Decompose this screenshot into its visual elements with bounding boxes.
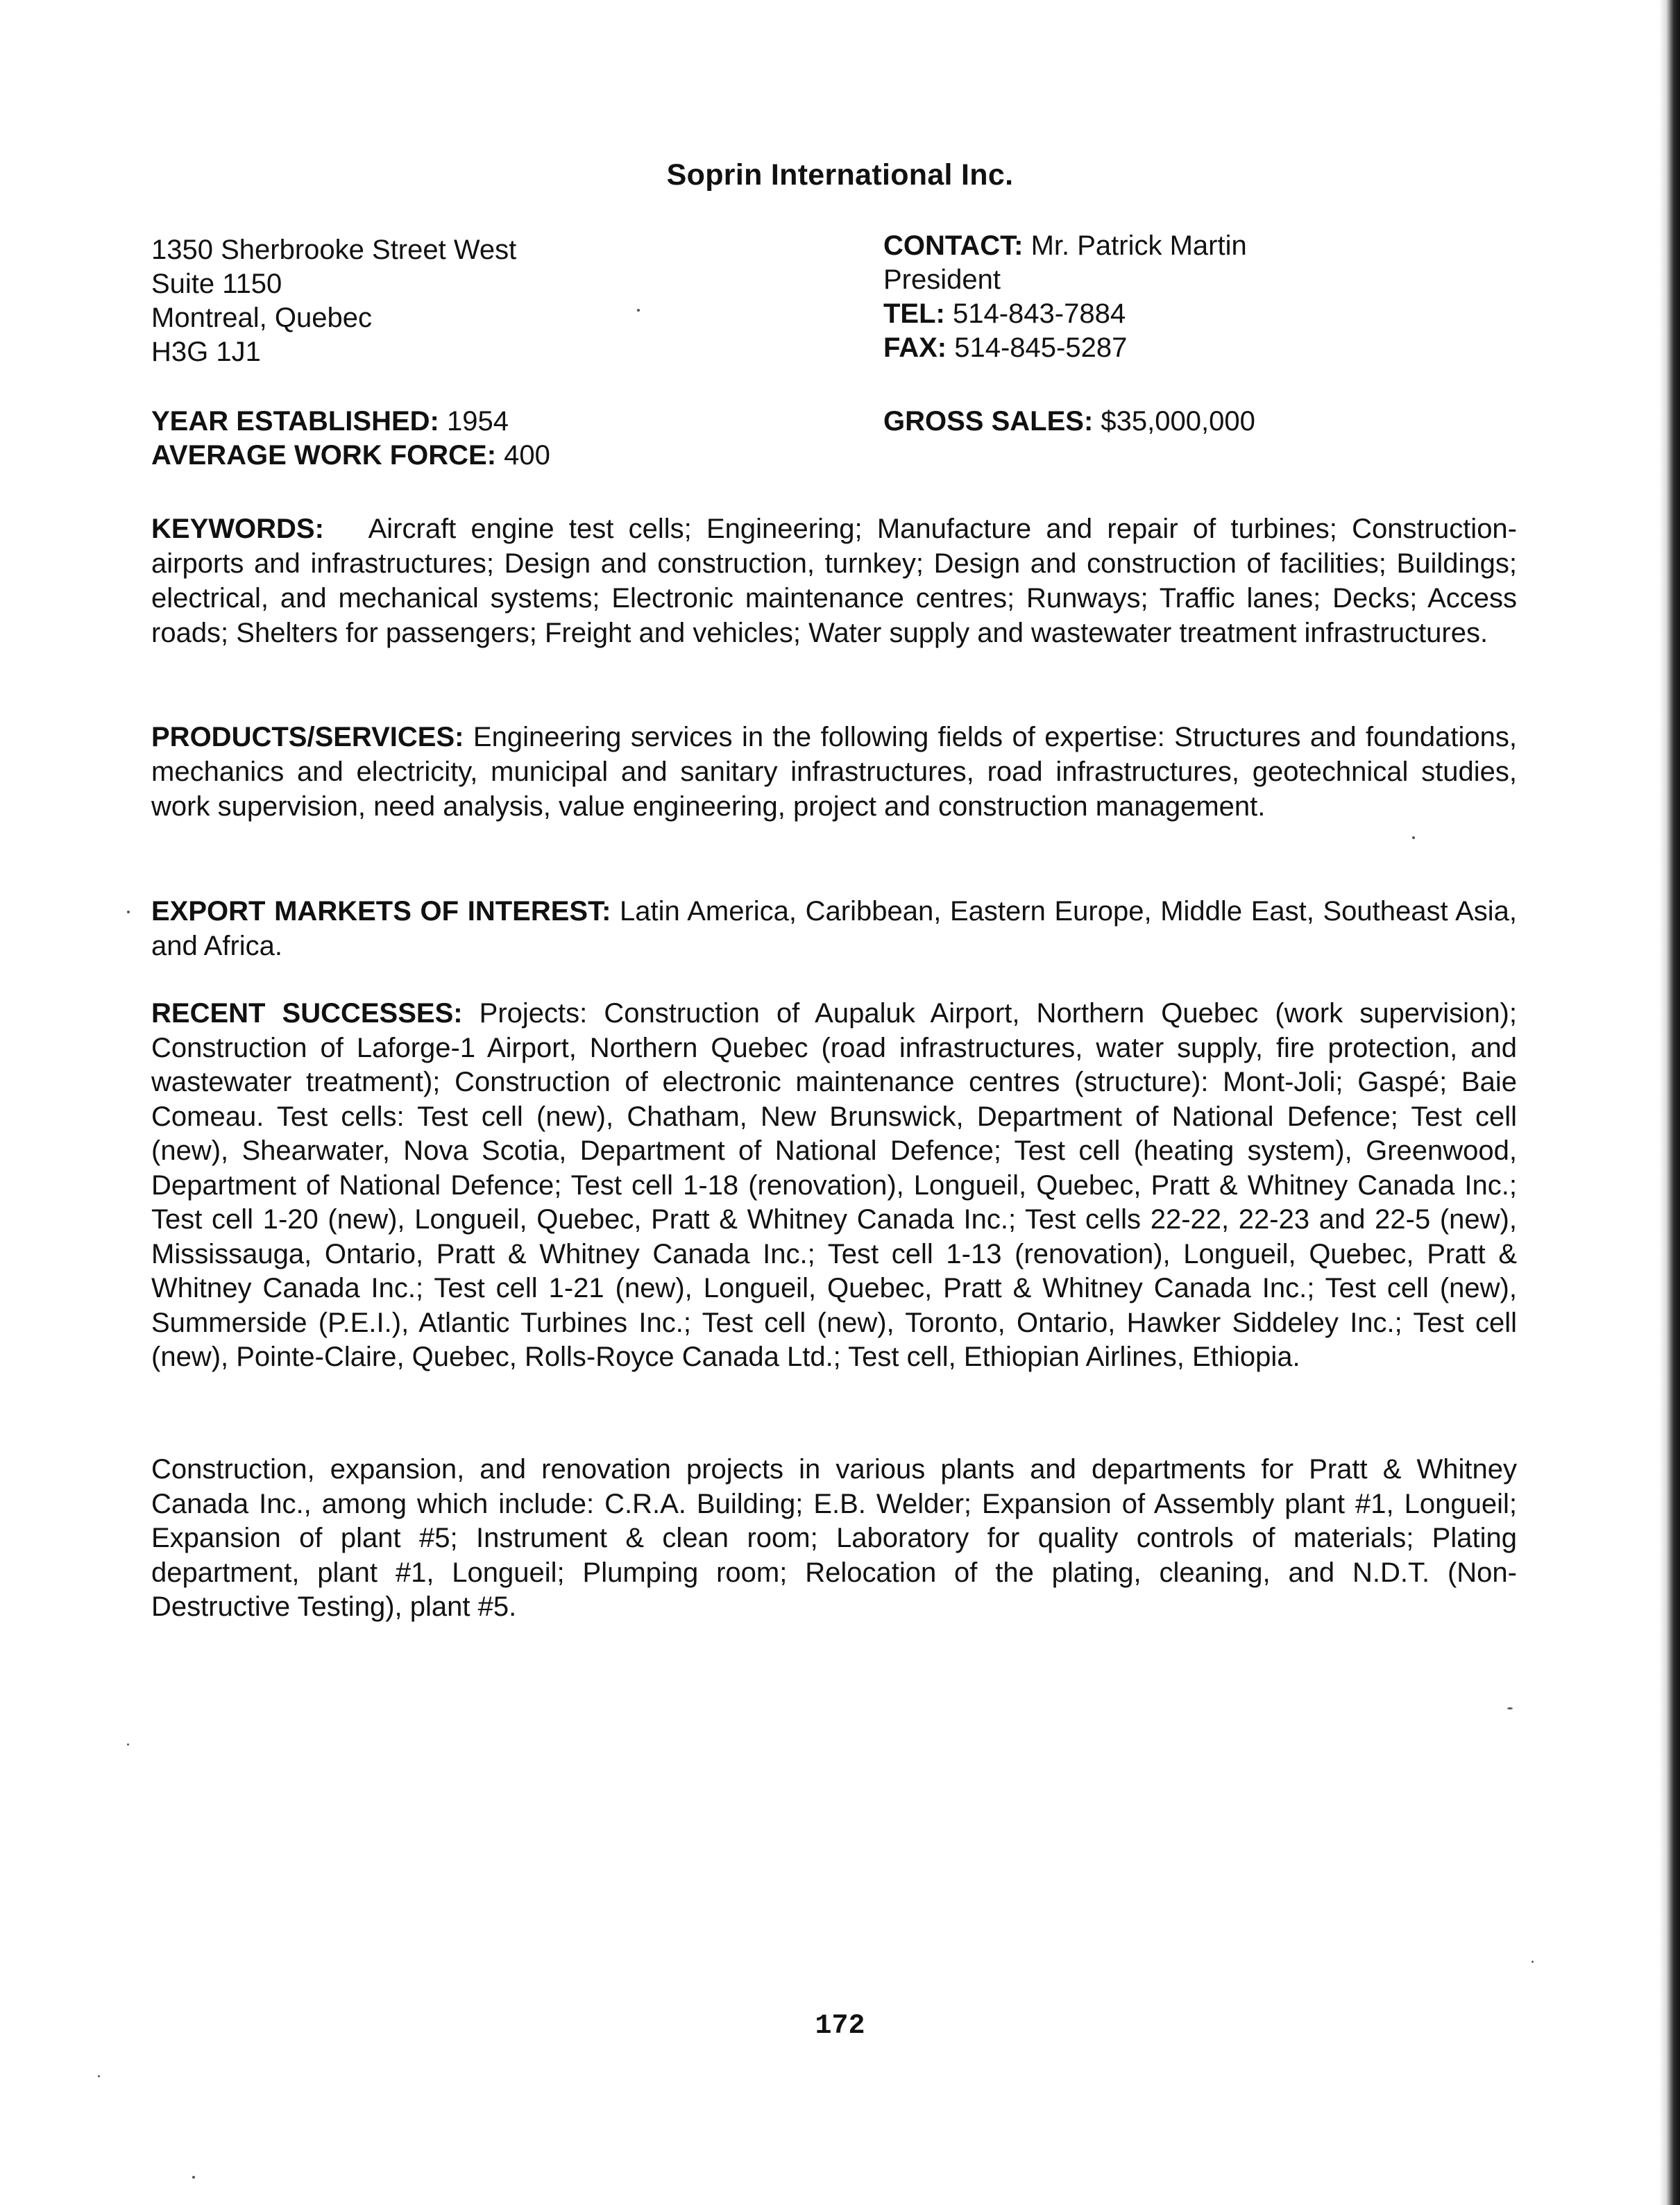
address-block — [151, 233, 516, 369]
scan-speck — [1412, 836, 1415, 839]
year-established-value: 1954 — [446, 406, 509, 437]
gross-sales-block — [883, 405, 1255, 439]
contact-name: Mr. Patrick Martin — [1030, 230, 1247, 261]
products-services-paragraph — [151, 720, 1517, 824]
scan-speck — [98, 2075, 100, 2077]
export-markets-label: EXPORT MARKETS OF INTEREST: — [151, 896, 611, 927]
tel-line — [883, 297, 1247, 331]
scan-speck — [1507, 1707, 1513, 1709]
products-services-label: PRODUCTS/SERVICES: — [151, 722, 464, 752]
recent-successes-text: Projects: Construction of Aupaluk Airport, Northern Quebec (work supervision); Construction of Laforge-1 Airport, Northern Quebec (road infrastructures, water supply, fire protection, and wastewater treatment); Construction of electronic maintenance centres (structure): Mont-Joli; Gaspé; Baie Comeau. Test cells: Test cell (new), Chatham, New Brunswick, Department of National Defence; Test cell (new), Shearwater, Nova Scotia, Department of National Defence; Test cell (heating system), Greenwood, Department of National Defence; Test cell 1-18 (renovation), Longueil, Quebec, Pratt & Whitney Canada Inc.; Test cell 1-20 (new), Longueil, Quebec, Pratt & Whitney Canada Inc.; Test cells 22-22, 22-23 and 22-5 (new), Mississauga, Ontario, Pratt & Whitney Canada Inc.; Test cell 1-13 (renovation), Longueil, Quebec, Pratt & Whitney Canada Inc.; Test cell 1-21 (new), Longueil, Quebec, Pratt & Whitney Canada Inc.; Test cell (new), Summerside (P.E.I.), Atlantic Turbines Inc.; Test cell (new), Toronto, Ontario, Hawker Siddeley Inc.; Test cell (new), Pointe-Claire, Quebec, Rolls-Royce Canada Ltd.; Test cell, Ethiopian Airlines, Ethiopia. — [151, 998, 1517, 1372]
contact-label: CONTACT: — [883, 230, 1024, 261]
work-force-value: 400 — [504, 440, 550, 471]
scan-speck — [1531, 1961, 1534, 1963]
scanned-page-edge — [1659, 0, 1680, 2205]
tel-label: TEL: — [883, 298, 945, 329]
contact-line — [883, 229, 1247, 263]
address-line: Montreal, Quebec — [151, 303, 372, 333]
company-title: Soprin International Inc. — [666, 158, 1014, 192]
address-line: H3G 1J1 — [151, 337, 261, 367]
keywords-text: Aircraft engine test cells; Engineering; Manufacture and repair of turbines; Construction-airports and infrastructures; Design and construction, turnkey; Design and construction of facilities; Buildings; electrical, and mechanical systems; Electronic maintenance centres; Runways; Traffic lanes; Decks; Access roads; Shelters for passengers; Freight and vehicles; Water supply and wastewater treatment infrastructures. — [151, 514, 1517, 648]
work-force-label: AVERAGE WORK FORCE: — [151, 440, 497, 471]
construction-projects-text: Construction, expansion, and renovation projects in various plants and departments for Pratt & Whitney Canada Inc., among which include: C.R.A. Building; E.B. Welder; Expansion of Assembly plant #1, Longueil; Expansion of plant #5; Instrument & clean room; Laboratory for quality controls of materials; Plating department, plant #1, Longueil; Plumping room; Relocation of the plating, cleaning, and N.D.T. (Non-Destructive Testing), plant #5. — [151, 1454, 1517, 1622]
page-number: 172 — [815, 2011, 865, 2042]
products-services-text: Engineering services in the following fields of expertise: Structures and foundations, mechanics and electricity, municipal and sanitary infrastructures, road infrastructures, geotechnical studies, work supervision, need analysis, value engineering, project and construction management. — [151, 722, 1517, 822]
recent-successes-label: RECENT SUCCESSES: — [151, 998, 463, 1029]
gross-sales-label: GROSS SALES: — [883, 406, 1094, 437]
address-line: 1350 Sherbrooke Street West — [151, 235, 517, 265]
scan-speck — [127, 1743, 129, 1746]
fax-label: FAX: — [883, 332, 947, 363]
recent-successes-paragraph — [151, 997, 1517, 1375]
year-established-line — [151, 405, 550, 439]
contact-block — [883, 229, 1247, 365]
construction-projects-paragraph — [151, 1453, 1517, 1625]
contact-title: President — [883, 264, 1001, 295]
export-markets-text: Latin America, Caribbean, Eastern Europe, Middle East, Southeast Asia, and Africa. — [151, 896, 1517, 961]
gross-sales-value: $35,000,000 — [1101, 406, 1255, 437]
year-established-label: YEAR ESTABLISHED: — [151, 406, 439, 437]
fax-line — [883, 331, 1247, 365]
tel-value: 514-843-7884 — [953, 298, 1126, 329]
fax-value: 514-845-5287 — [954, 332, 1128, 363]
gross-sales-line — [883, 405, 1255, 439]
keywords-paragraph — [151, 512, 1517, 650]
keywords-label: KEYWORDS: — [151, 514, 324, 544]
scan-speck — [637, 309, 640, 312]
work-force-line — [151, 439, 550, 473]
export-markets-paragraph — [151, 894, 1517, 963]
address-line: Suite 1150 — [151, 269, 282, 299]
company-stats — [151, 405, 550, 473]
scan-speck — [127, 911, 130, 913]
scan-speck — [192, 2176, 195, 2179]
